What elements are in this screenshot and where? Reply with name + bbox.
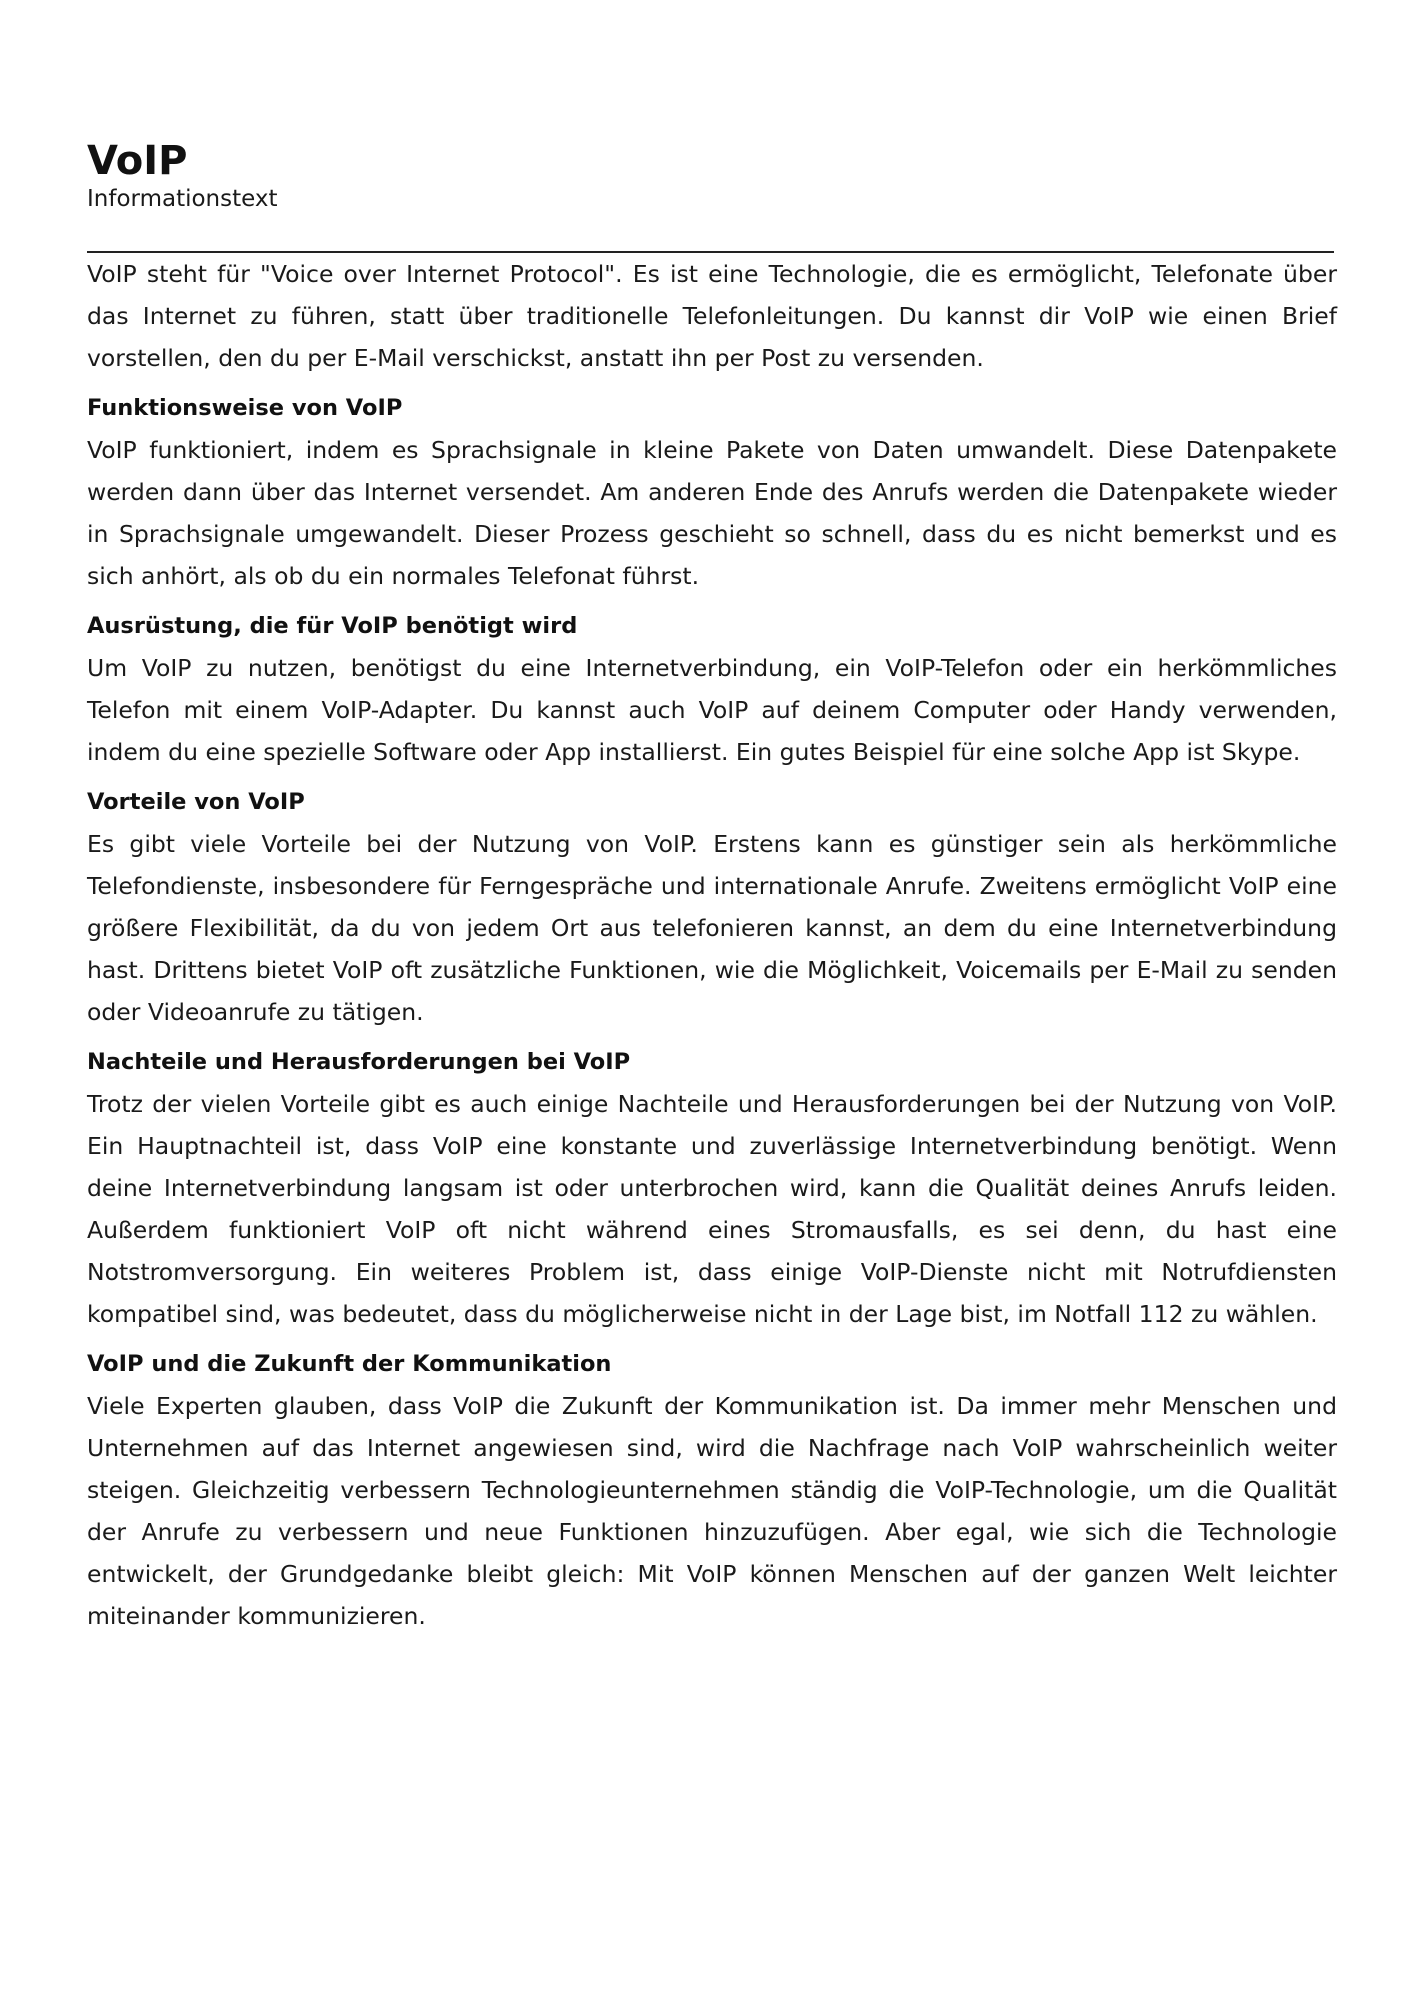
section-vorteile — [87, 787, 1337, 1033]
section-zukunft — [87, 1349, 1337, 1637]
section-paragraph: VoIP funktioniert, indem es Sprachsignale in kleine Pakete von Daten umwandelt. Diese Datenpakete werden dann über das Internet versendet. Am anderen Ende des Anrufs werden die Datenpakete wieder in Sprachsignale umgewandelt. Dieser Prozess geschieht so schnell, dass du es nicht bemerkst und es sich anhört, als ob du ein normales Telefonat führst. — [87, 436, 1337, 590]
section-heading: Nachteile und Herausforderungen bei VoIP — [87, 1049, 631, 1075]
section-ausruestung — [87, 611, 1337, 773]
section-heading: Funktionsweise von VoIP — [87, 395, 403, 421]
document-subtitle: Informationstext — [87, 186, 278, 212]
section-nachteile — [87, 1047, 1337, 1335]
section-funktionsweise — [87, 393, 1337, 597]
section-paragraph: Um VoIP zu nutzen, benötigst du eine Internetverbindung, ein VoIP-Telefon oder ein herkömmliches Telefon mit einem VoIP-Adapter. Du kannst auch VoIP auf deinem Computer oder Handy verwenden, indem du eine spezielle Software oder App installierst. Ein gutes Beispiel für eine solche App ist Skype. — [87, 654, 1337, 766]
section-heading: VoIP und die Zukunft der Kommunikation — [87, 1351, 612, 1377]
document-page — [87, 138, 1337, 1637]
section-paragraph: Es gibt viele Vorteile bei der Nutzung von VoIP. Erstens kann es günstiger sein als herkömmliche Telefondienste, insbesondere für Ferngespräche und internationale Anrufe. Zweitens ermöglicht VoIP eine größere Flexibilität, da du von jedem Ort aus telefonieren kannst, an dem du eine Internetverbindung hast. Drittens bietet VoIP oft zusätzliche Funktionen, wie die Möglichkeit, Voicemails per E-Mail zu senden oder Videoanrufe zu tätigen. — [87, 830, 1337, 1026]
section-heading: Vorteile von VoIP — [87, 789, 305, 815]
section-heading: Ausrüstung, die für VoIP benötigt wird — [87, 613, 578, 639]
section-paragraph: Viele Experten glauben, dass VoIP die Zukunft der Kommunikation ist. Da immer mehr Menschen und Unternehmen auf das Internet angewiesen sind, wird die Nachfrage nach VoIP wahrscheinlich weiter steigen. Gleichzeitig verbessern Technologieunternehmen ständig die VoIP-Technologie, um die Qualität der Anrufe zu verbessern und neue Funktionen hinzuzufügen. Aber egal, wie sich die Technologie entwickelt, der Grundgedanke bleibt gleich: Mit VoIP können Menschen auf der ganzen Welt leichter miteinander kommunizieren. — [87, 1392, 1337, 1630]
section-paragraph: Trotz der vielen Vorteile gibt es auch einige Nachteile und Herausforderungen bei der Nutzung von VoIP. Ein Hauptnachteil ist, dass VoIP eine konstante und zuverlässige Internetverbindung benötigt. Wenn deine Internetverbindung langsam ist oder unterbrochen wird, kann die Qualität deines Anrufs leiden. Außerdem funktioniert VoIP oft nicht während eines Stromausfalls, es sei denn, du hast eine Notstromversorgung. Ein weiteres Problem ist, dass einige VoIP-Dienste nicht mit Notrufdiensten kompatibel sind, was bedeutet, dass du möglicherweise nicht in der Lage bist, im Notfall 112 zu wählen. — [87, 1090, 1337, 1328]
intro-paragraph: VoIP steht für "Voice over Internet Protocol". Es ist eine Technologie, die es ermöglicht, Telefonate über das Internet zu führen, statt über traditionelle Telefonleitungen. Du kannst dir VoIP wie einen Brief vorstellen, den du per E-Mail verschickst, anstatt ihn per Post zu versenden. — [87, 260, 1337, 372]
document-title: VoIP — [87, 138, 188, 184]
